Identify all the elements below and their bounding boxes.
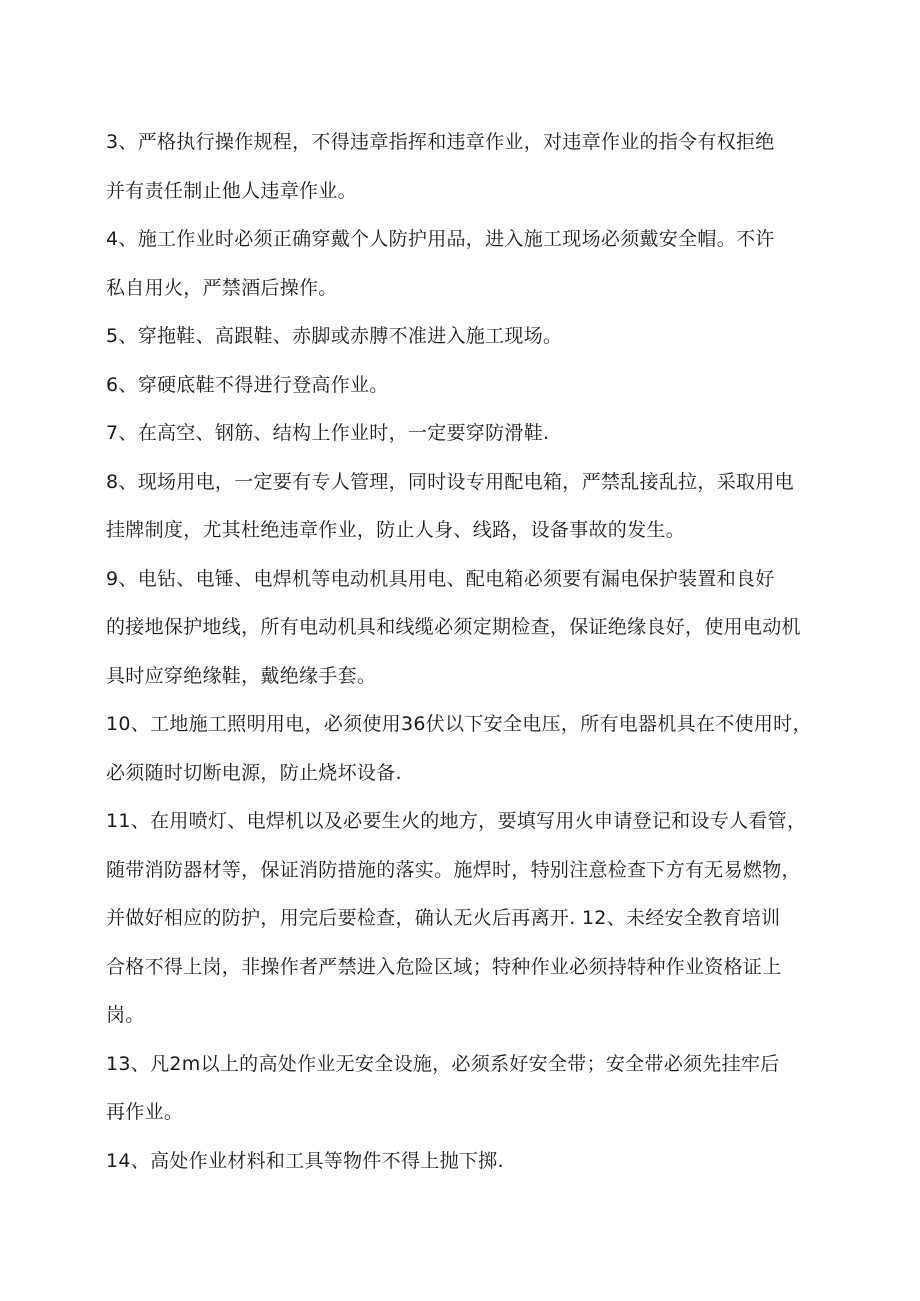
text-line: 5、穿拖鞋、高跟鞋、赤脚或赤膊不准进入施工现场。 — [106, 325, 563, 347]
text-line: 私自用火，严禁酒后操作。 — [106, 276, 338, 299]
text-line: 的接地保护地线，所有电动机具和线缆必须定期检查，保证绝缘良好，使用电动机 — [106, 616, 801, 638]
text-line: 岗。 — [106, 1004, 145, 1026]
text-line: 6、穿硬底鞋不得进行登高作业。 — [106, 373, 389, 396]
text-line: 14、高处作业材料和工具等物件不得上抛下掷. — [106, 1149, 504, 1172]
text-line: 10、工地施工照明用电，必须使用36伏以下安全电压，所有电器机具在不使用时， — [106, 713, 812, 735]
text-line: 4、施工作业时必须正确穿戴个人防护用品，进入施工现场必须戴安全帽。不许 — [106, 228, 775, 250]
text-line: 7、在高空、钢筋、结构上作业时，一定要穿防滑鞋. — [106, 422, 550, 444]
text-line: 11、在用喷灯、电焊机以及必要生火的地方，要填写用火申请登记和设专人看管， — [106, 810, 807, 832]
text-line: 13、凡2m以上的高处作业无安全设施，必须系好安全带；安全带必须先挂牢后 — [106, 1052, 780, 1075]
text-line: 并有责任制止他人违章作业。 — [106, 179, 357, 202]
text-line: 具时应穿绝缘鞋，戴绝缘手套。 — [106, 664, 377, 687]
text-line: 再作业。 — [106, 1101, 184, 1123]
text-line: 合格不得上岗，非操作者严禁进入危险区域；特种作业必须持特种作业资格证上 — [106, 955, 782, 978]
text-line: 必须随时切断电源，防止烧坏设备. — [106, 761, 402, 784]
text-line: 9、电钻、电锤、电焊机等电动机具用电、配电箱必须要有漏电保护装置和良好 — [106, 567, 775, 590]
text-line: 挂牌制度，尤其杜绝违章作业，防止人身、线路，设备事故的发生。 — [106, 519, 686, 541]
document-body — [106, 118, 826, 1185]
text-line: 并做好相应的防护，用完后要检查，确认无火后再离开. 12、未经安全教育培训 — [106, 907, 781, 929]
text-line: 随带消防器材等，保证消防措施的落实。施焊时，特别注意检查下方有无易燃物， — [106, 858, 801, 881]
text-line: 3、严格执行操作规程，不得违章指挥和违章作业，对违章作业的指令有权拒绝 — [106, 131, 775, 153]
text-line: 8、现场用电，一定要有专人管理，同时设专用配电箱，严禁乱接乱拉，采取用电 — [106, 470, 794, 493]
